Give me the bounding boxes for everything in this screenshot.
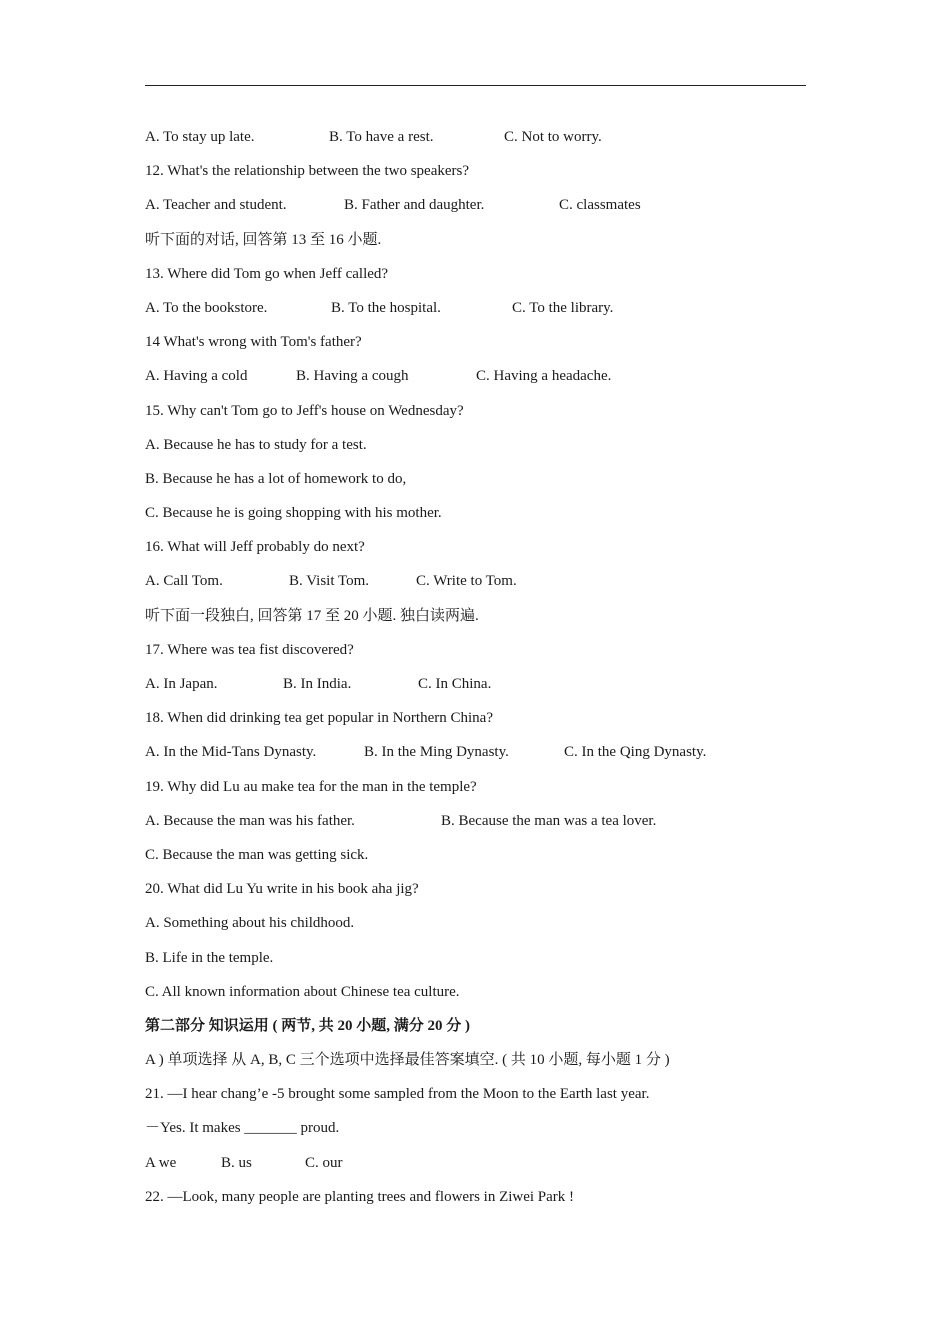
- question-13: 13. Where did Tom go when Jeff called?: [145, 265, 389, 282]
- option-c: C. Having a headache.: [476, 368, 612, 385]
- option-a: A. In Japan.: [145, 676, 218, 692]
- q15-option-a: A. Because he has to study for a test.: [145, 436, 367, 453]
- option-b: B. In India.: [283, 676, 352, 692]
- option-b: B. To the hospital.: [331, 299, 441, 316]
- question-17: 17. Where was tea fist discovered?: [145, 641, 354, 658]
- part-two-heading: 第二部分 知识运用 ( 两节, 共 20 小题, 满分 20 分 ): [145, 1017, 470, 1034]
- option-c: C. Not to worry.: [504, 129, 602, 145]
- option-b: B. Because the man was a tea lover.: [441, 812, 657, 829]
- question-18: 18. When did drinking tea get popular in Northern China?: [145, 710, 493, 727]
- question-19: 19. Why did Lu au make tea for the man in the temple?: [145, 778, 477, 795]
- section-a-instruction: A ) 单项选择 从 A, B, C 三个选项中选择最佳答案填空. ( 共 10 小题, 每小题 1 分 ): [145, 1052, 670, 1069]
- option-a: A. To stay up late.: [145, 129, 255, 145]
- exam-content: [145, 124, 806, 1218]
- section-instruction-17-20: 听下面一段独白, 回答第 17 至 20 小题. 独白读两遍.: [145, 607, 479, 624]
- option-b: B. us: [221, 1154, 252, 1171]
- q16-options: [145, 568, 806, 602]
- q19-option-c: C. Because the man was getting sick.: [145, 846, 369, 863]
- question-21: 21. —I hear chang’e -5 brought some sampled from the Moon to the Earth last year.: [145, 1086, 650, 1103]
- option-c: C. our: [305, 1154, 343, 1171]
- question-16: 16. What will Jeff probably do next?: [145, 539, 365, 556]
- option-c: C. Write to Tom.: [416, 573, 517, 590]
- option-b: B. Visit Tom.: [289, 573, 370, 590]
- option-c: C. In China.: [418, 676, 492, 692]
- question-14: 14 What's wrong with Tom's father?: [145, 334, 362, 351]
- q20-option-b: B. Life in the temple.: [145, 949, 274, 966]
- option-a: A. To the bookstore.: [145, 299, 268, 316]
- option-a: A. In the Mid-Tans Dynasty.: [145, 744, 317, 761]
- question-21-reply: －Yes. It makes _______ proud.: [145, 1120, 340, 1137]
- option-a: A we: [145, 1154, 177, 1171]
- section-instruction-13-16: 听下面的对话, 回答第 13 至 16 小题.: [145, 231, 382, 248]
- question-20: 20. What did Lu Yu write in his book aha jig?: [145, 881, 419, 898]
- question-12: 12. What's the relationship between the two speakers?: [145, 163, 469, 180]
- q12-options: [145, 192, 806, 226]
- q17-options: [145, 671, 806, 705]
- option-a: A. Because the man was his father.: [145, 812, 355, 829]
- q20-option-c: C. All known information about Chinese tea culture.: [145, 983, 460, 1000]
- question-22: 22. —Look, many people are planting trees and flowers in Ziwei Park !: [145, 1188, 575, 1205]
- option-c: C. To the library.: [512, 299, 614, 316]
- option-b: B. In the Ming Dynasty.: [364, 744, 509, 761]
- q14-options: [145, 363, 806, 397]
- q18-options: [145, 739, 806, 773]
- q19-options: [145, 808, 806, 842]
- question-15: 15. Why can't Tom go to Jeff's house on Wednesday?: [145, 402, 464, 419]
- option-a: A. Call Tom.: [145, 573, 223, 590]
- q15-option-c: C. Because he is going shopping with his mother.: [145, 505, 442, 522]
- header-rule: [145, 85, 806, 86]
- option-c: C. classmates: [559, 197, 641, 214]
- option-b: B. Father and daughter.: [344, 197, 485, 214]
- option-a: A. Having a cold: [145, 368, 248, 385]
- option-a: A. Teacher and student.: [145, 197, 287, 214]
- q21-options: [145, 1150, 806, 1184]
- option-b: B. Having a cough: [296, 368, 409, 385]
- option-c: C. In the Qing Dynasty.: [564, 744, 707, 761]
- q11-options: [145, 124, 806, 158]
- q13-options: [145, 295, 806, 329]
- q20-option-a: A. Something about his childhood.: [145, 915, 355, 932]
- option-b: B. To have a rest.: [329, 129, 434, 145]
- q15-option-b: B. Because he has a lot of homework to do,: [145, 470, 407, 487]
